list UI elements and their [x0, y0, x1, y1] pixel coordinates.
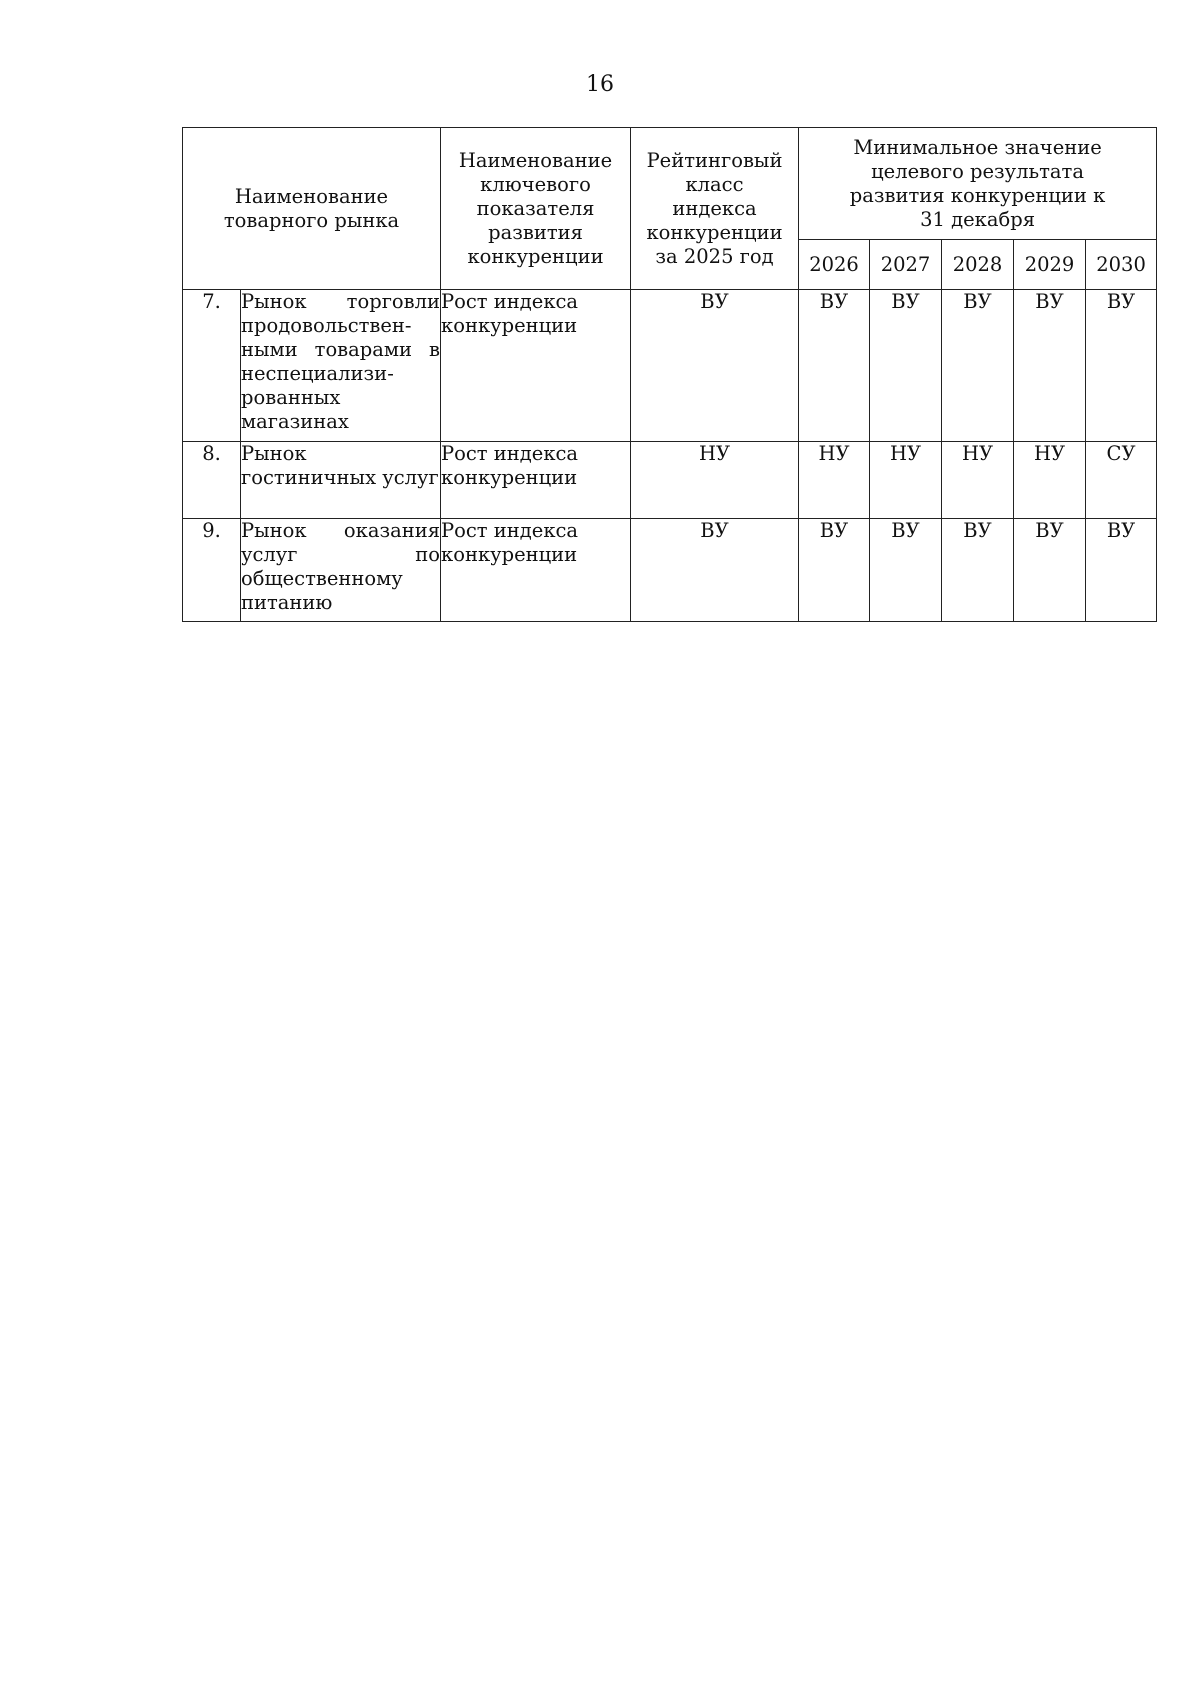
target-2028-cell: ВУ [942, 519, 1014, 622]
table-row [183, 442, 1157, 519]
target-2029-cell: ВУ [1014, 519, 1086, 622]
target-2030-cell: ВУ [1086, 290, 1157, 442]
market-name-cell: Рынок гостиничных услуг [241, 442, 441, 519]
rating-class-cell: ВУ [631, 290, 799, 442]
target-2026-cell: НУ [799, 442, 870, 519]
key-indicator-cell: Рост индекса конкуренции [441, 442, 631, 519]
row-number: 9. [183, 519, 241, 622]
key-indicator-cell: Рост индекса конкуренции [441, 290, 631, 442]
table-row [183, 519, 1157, 622]
header-year-2029: 2029 [1014, 240, 1086, 290]
target-2028-cell: НУ [942, 442, 1014, 519]
header-min-target: Минимальное значение целевого результата развития конкуренции к 31 декабря [799, 128, 1157, 240]
header-year-2027: 2027 [870, 240, 942, 290]
row-number: 7. [183, 290, 241, 442]
header-year-2026: 2026 [799, 240, 870, 290]
page-number: 16 [586, 72, 614, 97]
target-2026-cell: ВУ [799, 290, 870, 442]
market-name-cell: Рынок оказания услуг по общественному питанию [241, 519, 441, 622]
header-key-indicator: Наименование ключевого показателя развития конкуренции [441, 128, 631, 290]
table-row [183, 290, 1157, 442]
rating-class-cell: ВУ [631, 519, 799, 622]
target-2027-cell: ВУ [870, 519, 942, 622]
target-2030-cell: ВУ [1086, 519, 1157, 622]
target-2027-cell: НУ [870, 442, 942, 519]
target-2029-cell: НУ [1014, 442, 1086, 519]
header-year-2028: 2028 [942, 240, 1014, 290]
key-indicator-cell: Рост индекса конкуренции [441, 519, 631, 622]
target-2026-cell: ВУ [799, 519, 870, 622]
header-year-2030: 2030 [1086, 240, 1157, 290]
market-name-cell: Рынок торговли продовольственными товарами в неспециализированных магазинах [241, 290, 441, 442]
target-2030-cell: СУ [1086, 442, 1157, 519]
header-rating-class: Рейтинговый класс индекса конкуренции за 2025 год [631, 128, 799, 290]
row-number: 8. [183, 442, 241, 519]
competition-targets-table [182, 127, 1157, 622]
target-2027-cell: ВУ [870, 290, 942, 442]
target-2029-cell: ВУ [1014, 290, 1086, 442]
rating-class-cell: НУ [631, 442, 799, 519]
target-2028-cell: ВУ [942, 290, 1014, 442]
header-market-name: Наименование товарного рынка [183, 128, 441, 290]
